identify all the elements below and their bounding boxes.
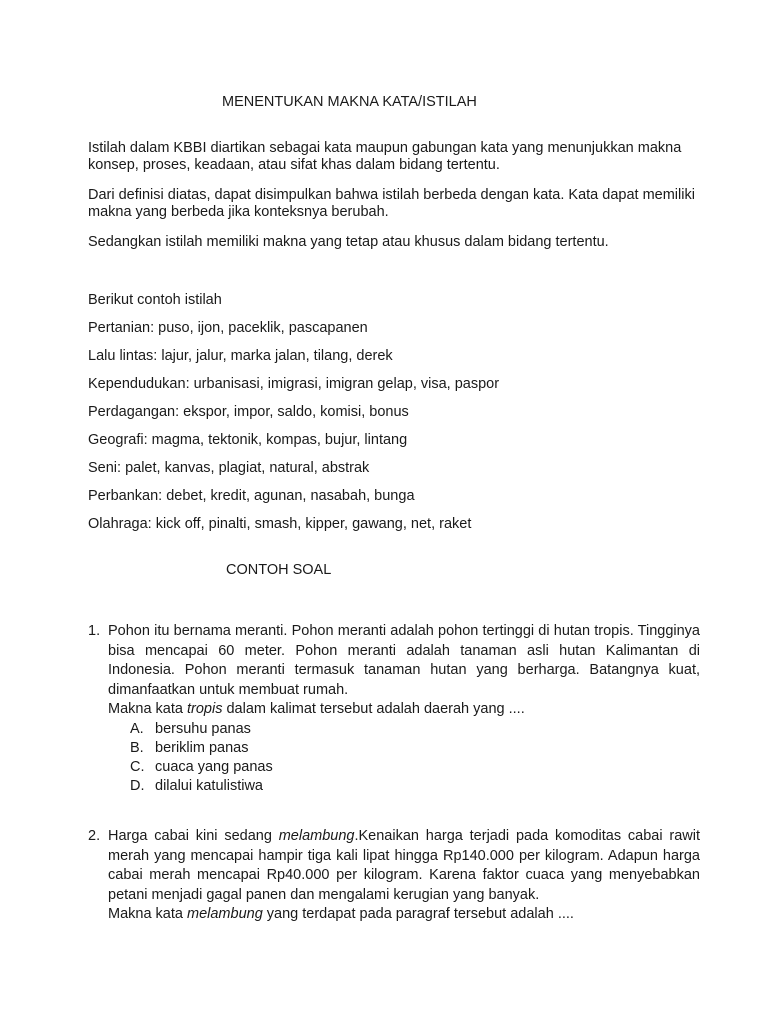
example-item: Seni: palet, kanvas, plagiat, natural, abstrak [88, 460, 370, 476]
example-item: Perbankan: debet, kredit, agunan, nasabah, bunga [88, 488, 415, 504]
prompt-text: dalam kalimat tersebut adalah daerah yang .... [222, 701, 525, 717]
example-item: Olahraga: kick off, pinalti, smash, kipper, gawang, net, raket [88, 516, 472, 532]
question-text-part: Harga cabai kini sedang [108, 828, 279, 844]
prompt-term: melambung [187, 906, 263, 922]
examples-heading: Berikut contoh istilah [88, 292, 222, 308]
question-prompt [108, 905, 700, 925]
question-1 [88, 622, 700, 796]
option-c [108, 758, 700, 777]
question-term: melambung [278, 828, 355, 844]
example-item: Perdagangan: ekspor, impor, saldo, komisi, bonus [88, 404, 409, 420]
example-item: Lalu lintas: lajur, jalur, marka jalan, tilang, derek [88, 348, 393, 364]
question-text [108, 827, 700, 905]
option-text: cuaca yang panas [155, 758, 273, 775]
question-text: Pohon itu bernama meranti. Pohon meranti adalah pohon tertinggi di hutan tropis. Tingginya bisa mencapai 60 meter. Pohon meranti adalah tanaman asli hutan Kalimantan di Indonesia. Pohon meranti termasuk tanaman hutan yang berharga. Batangnya kuat, dimanfaatkan untuk membuat rumah. [108, 623, 700, 698]
question-2 [88, 827, 700, 925]
example-item: Pertanian: puso, ijon, paceklik, pascapanen [88, 320, 368, 336]
question-text-part: .Kenaikan harga terjadi pada komoditas cabai rawit merah yang mencapai hampir tiga kali lipat hingga Rp140.000 per kilogram. Adapun harga cabai merah mencapai Rp40.000 per kilogram. Karena faktor cuaca yang menyebabkan petani menjadi gagal panen dan mengalami kerugian yang banyak. [108, 828, 700, 903]
intro-paragraph-1 [88, 140, 681, 174]
option-label: B. [130, 739, 144, 756]
text-line: Sedangkan istilah memiliki makna yang tetap atau khusus dalam bidang tertentu. [88, 234, 609, 250]
text-line: makna yang berbeda jika konteksnya berubah. [88, 204, 389, 220]
example-item: Geografi: magma, tektonik, kompas, bujur, lintang [88, 432, 408, 448]
text-line: Istilah dalam KBBI diartikan sebagai kata maupun gabungan kata yang menunjukkan makna [88, 140, 682, 156]
option-text: beriklim panas [155, 739, 249, 756]
option-label: C. [130, 758, 145, 775]
option-label: A. [130, 720, 144, 737]
question-prompt [108, 700, 700, 720]
question-number: 1. [88, 623, 101, 639]
option-text: bersuhu panas [155, 720, 251, 737]
option-a [108, 720, 700, 739]
prompt-term: tropis [187, 701, 223, 717]
example-item: Kependudukan: urbanisasi, imigrasi, imigran gelap, visa, paspor [88, 376, 500, 392]
intro-paragraph-3 [88, 234, 609, 251]
question-number: 2. [88, 828, 101, 844]
prompt-text: Makna kata [108, 701, 187, 717]
prompt-text: Makna kata [108, 906, 187, 922]
text-line: konsep, proses, keadaan, atau sifat khas dalam bidang tertentu. [88, 157, 500, 173]
intro-paragraph-2 [88, 187, 695, 221]
option-d [108, 777, 700, 796]
option-text: dilalui katulistiwa [155, 777, 263, 794]
document-title: MENENTUKAN MAKNA KATA/ISTILAH [222, 94, 477, 110]
option-label: D. [130, 777, 145, 794]
option-b [108, 739, 700, 758]
text-line: Dari definisi diatas, dapat disimpulkan bahwa istilah berbeda dengan kata. Kata dapat memiliki [88, 187, 695, 203]
section-title: CONTOH SOAL [226, 562, 332, 578]
prompt-text: yang terdapat pada paragraf tersebut adalah .... [262, 906, 574, 922]
